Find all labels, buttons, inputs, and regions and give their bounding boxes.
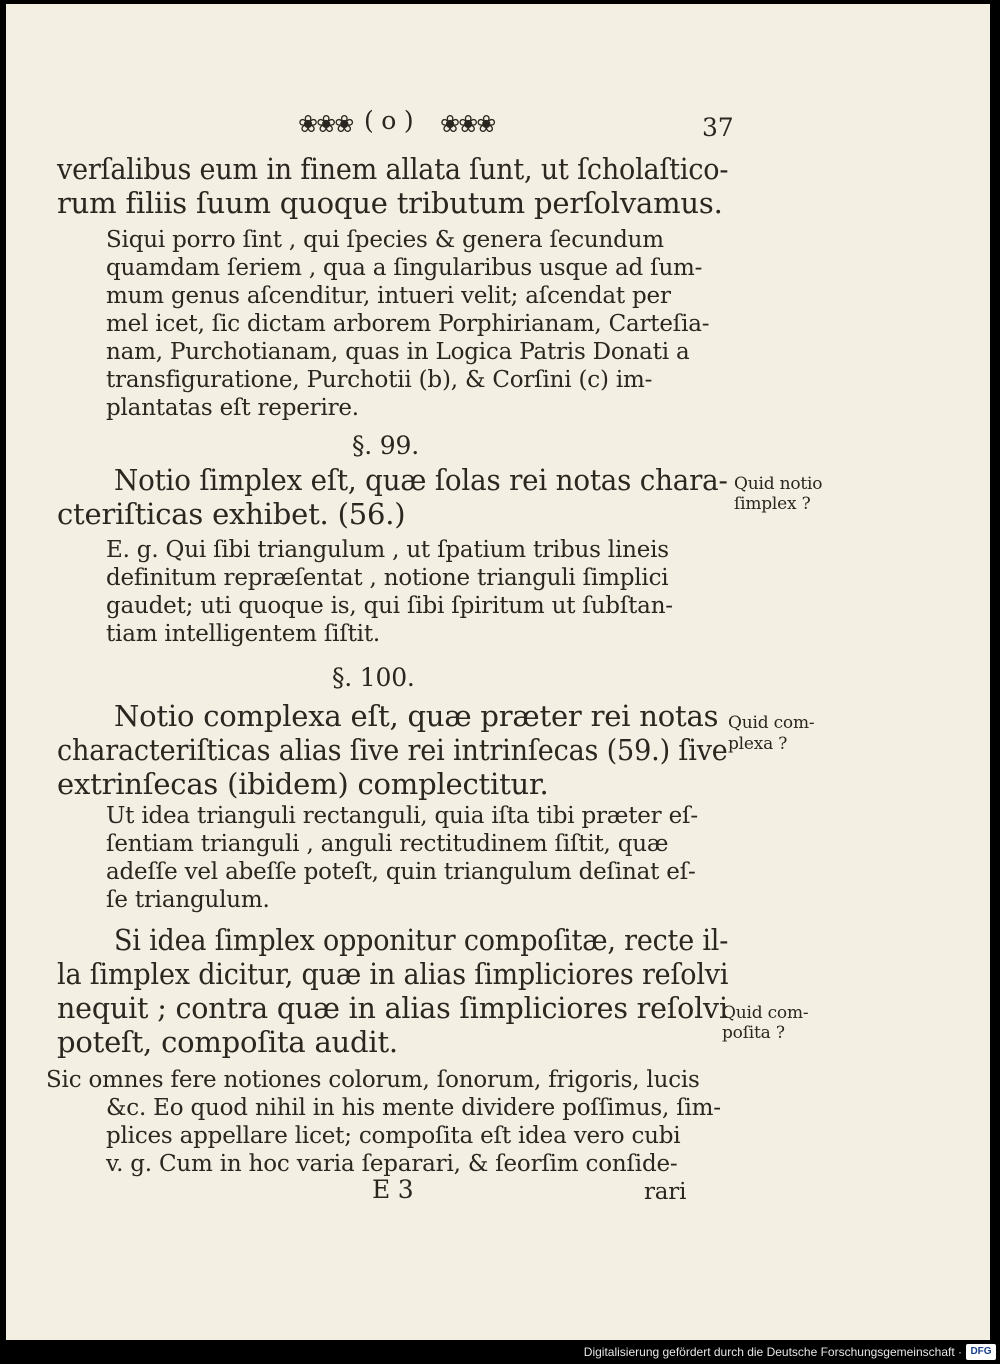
text-line: Notio ſimplex eſt, quæ ſolas rei notas chara- bbox=[114, 463, 728, 497]
text-line: gaudet; uti quoque is, qui ſibi ſpiritum ut ſubſtan- bbox=[106, 593, 673, 619]
margin-note: Quid notio bbox=[734, 474, 823, 494]
text-line: &c. Eo quod nihil in his mente dividere poſſimus, ſim- bbox=[106, 1095, 721, 1121]
catchword: rari bbox=[644, 1179, 687, 1205]
text-line: E. g. Qui ſibi triangulum , ut ſpatium tribus lineis bbox=[106, 537, 669, 563]
text-line: definitum repræſentat , notione trianguli ſimplici bbox=[106, 565, 669, 591]
text-line: ſentiam trianguli , anguli rectitudinem ſiſtit, quæ bbox=[106, 831, 669, 857]
text-line: plantatas eſt reperire. bbox=[106, 395, 359, 421]
margin-note: Quid com- bbox=[728, 713, 815, 733]
text-line: poteſt, compoſita audit. bbox=[57, 1025, 398, 1059]
page-mark: ( o ) bbox=[364, 106, 414, 135]
text-line: v. g. Cum in hoc varia ſeparari, & ſeorſim conſide- bbox=[106, 1151, 678, 1177]
text-line: Ut idea trianguli rectanguli, quia iſta tibi præter eſ- bbox=[106, 803, 698, 829]
text-line: verſalibus eum in finem allata ſunt, ut ſcholaſtico- bbox=[57, 152, 729, 186]
text-line: quamdam ſeriem , qua a ſingularibus usque ad ſum- bbox=[106, 255, 703, 281]
text-line: mel icet, ſic dictam arborem Porphirianam, Carteſia- bbox=[106, 311, 710, 337]
section-heading: §. 100. bbox=[332, 663, 415, 692]
signature-mark: E 3 bbox=[372, 1175, 414, 1204]
text-line: Sic omnes fere notiones colorum, ſonorum, frigoris, lucis bbox=[46, 1067, 700, 1093]
text-line: rum filiis ſuum quoque tributum perſolvamus. bbox=[57, 186, 723, 220]
book-page bbox=[6, 4, 990, 1340]
margin-note: poſita ? bbox=[722, 1023, 785, 1043]
text-line: tiam intelligentem ſiſtit. bbox=[106, 621, 380, 647]
funding-credit: Digitalisierung gefördert durch die Deutsche Forschungsgemeinschaft · bbox=[583, 1345, 962, 1359]
text-line: Si idea ſimplex opponitur compoſitæ, recte il- bbox=[114, 923, 729, 957]
text-line: Notio complexa eſt, quæ præter rei notas bbox=[114, 699, 719, 733]
left-ornament: ❀❀❀ bbox=[298, 110, 353, 138]
text-line: transfiguratione, Purchotii (b), & Corſini (c) im- bbox=[106, 367, 653, 393]
text-line: characteriſticas alias ſive rei intrinſecas (59.) ſive bbox=[57, 733, 728, 767]
text-line: la ſimplex dicitur, quæ in alias ſimpliciores reſolvi bbox=[57, 957, 729, 991]
page-number: 37 bbox=[702, 113, 734, 142]
text-line: plices appellare licet; compoſita eſt idea vero cubi bbox=[106, 1123, 681, 1149]
section-heading: §. 99. bbox=[352, 431, 419, 460]
text-line: cteriſticas exhibet. (56.) bbox=[57, 497, 406, 531]
dfg-logo: DFG bbox=[966, 1344, 996, 1360]
right-ornament: ❀❀❀ bbox=[440, 110, 495, 138]
margin-note: ſimplex ? bbox=[734, 494, 811, 514]
text-line: ſe triangulum. bbox=[106, 887, 270, 913]
margin-note: Quid com- bbox=[722, 1003, 809, 1023]
text-line: Siqui porro ſint , qui ſpecies & genera ſecundum bbox=[106, 227, 664, 253]
margin-note: plexa ? bbox=[728, 734, 788, 754]
text-line: mum genus aſcenditur, intueri velit; aſcendat per bbox=[106, 283, 671, 309]
text-line: adeſſe vel abeſſe poteſt, quin triangulum deſinat eſ- bbox=[106, 859, 696, 885]
footer-bar bbox=[0, 1340, 1000, 1364]
text-line: nam, Purchotianam, quas in Logica Patris Donati a bbox=[106, 339, 690, 365]
text-line: extrinſecas (ibidem) complectitur. bbox=[57, 767, 549, 801]
text-line: nequit ; contra quæ in alias ſimpliciores reſolvi bbox=[57, 991, 728, 1025]
